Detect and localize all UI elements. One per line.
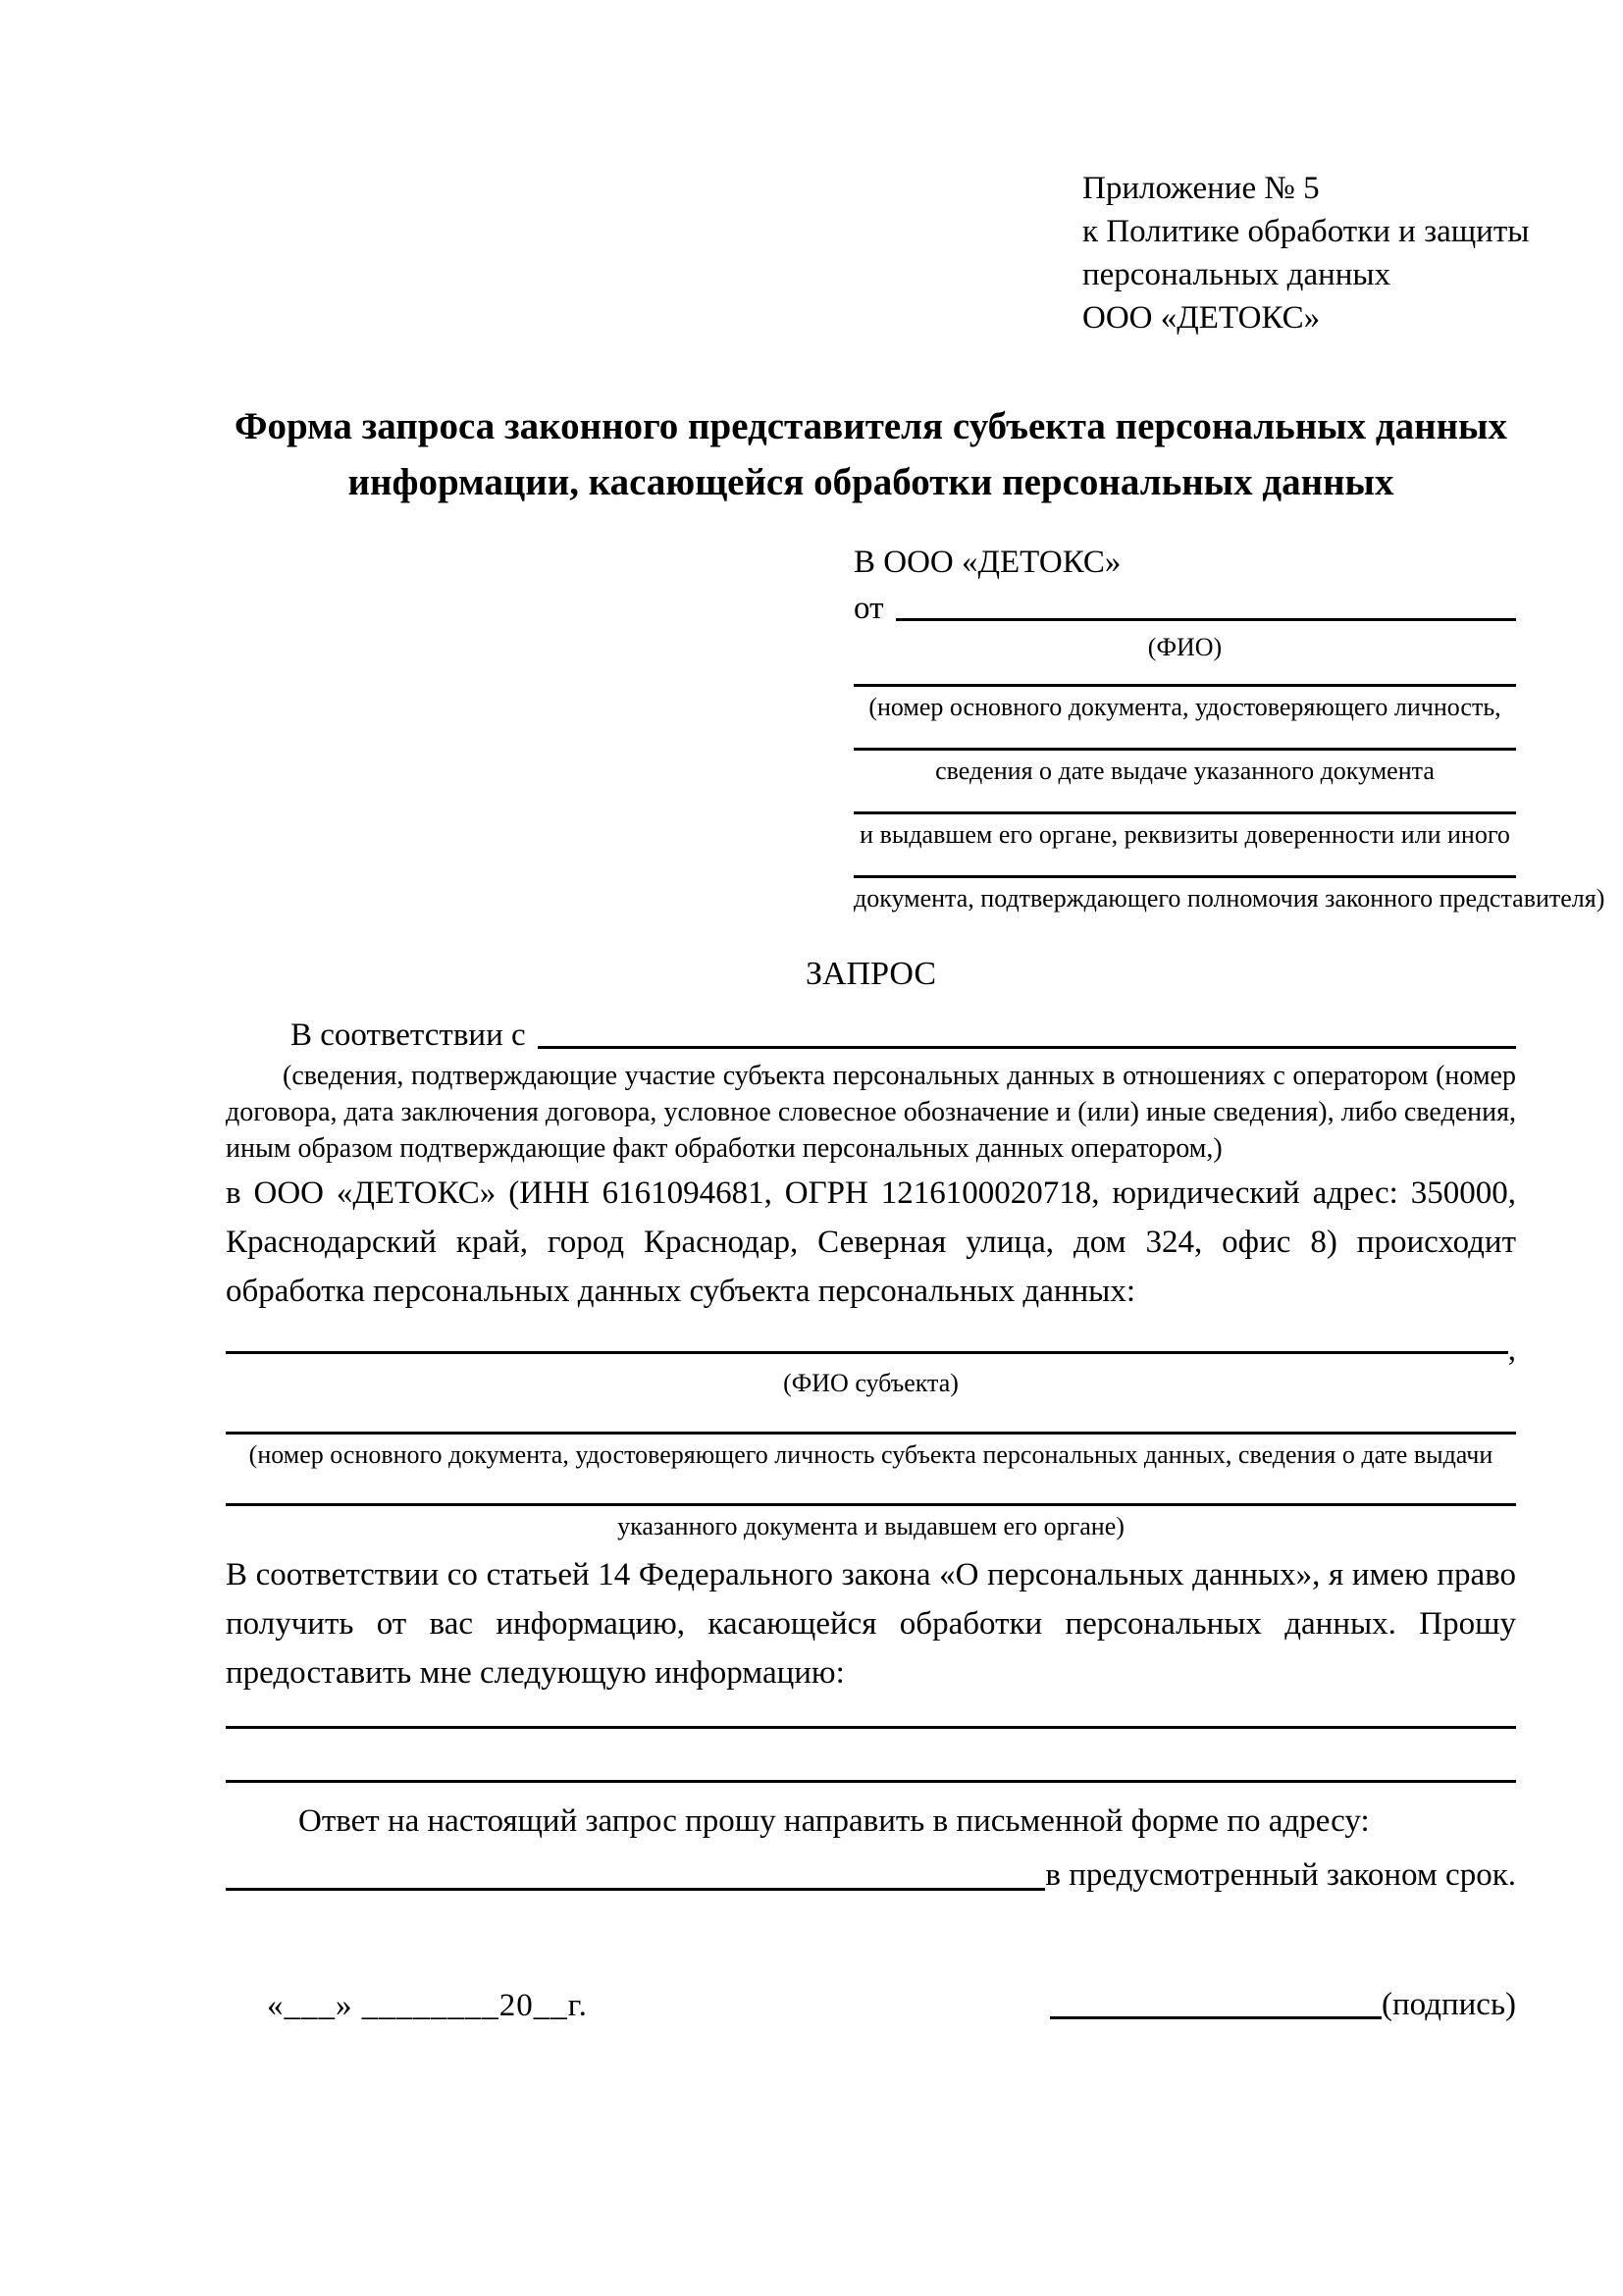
document-title [226,398,1516,510]
subject-fio-blank-line [226,1351,1508,1354]
law-paragraph: В соответствии со статьей 14 Федерального закона «О персональных данных», я имею право получить от вас информацию, касающейся обработки персональных данных. Прошу предоставить мне следующую информацию: [226,1557,1516,1691]
appendix-line-4: ООО «ДЕТОКС» [1082,300,1321,336]
appendix-line-2: к Политике обработки и защиты [1082,214,1530,249]
footer-row [226,1985,1516,2024]
representative-doc-blank-line-2 [854,721,1516,751]
information-blank-line-1 [226,1697,1516,1729]
accordance-row [226,1007,1516,1054]
addressee-block [854,540,1605,913]
reply-address-blank-line [226,1888,1045,1891]
subject-doc-blank-line-1 [226,1397,1516,1435]
accordance-blank-line [538,1046,1516,1049]
trailing-comma: , [1507,1332,1516,1368]
accordance-label: В соответствии с [290,1018,526,1053]
signature-caption: (подпись) [1382,1987,1516,2022]
addressee-to: В ООО «ДЕТОКС» [854,545,1122,580]
reply-paragraph: Ответ на настоящий запрос прошу направить в письменной форме по адресу: [298,1803,1370,1839]
subject-fio-caption: (ФИО субъекта) [783,1369,959,1397]
signature-block [1050,1985,1516,2024]
subject-doc-caption-2: указанного документа и выдавшем его органе) [617,1512,1125,1540]
signature-blank-line [1050,2016,1382,2019]
representative-doc-caption-2: сведения о дате выдаче указанного документа [935,757,1435,785]
document-title-line-2: информации, касающейся обработки персональных данных [347,461,1394,503]
representative-doc-blank-line-1 [854,661,1516,687]
subject-doc-caption-1: (номер основного документа, удостоверяющего личность субъекта персональных данных, сведения о дате выдачи [248,1440,1493,1469]
subject-fio-row [226,1324,1516,1368]
representative-doc-caption-1: (номер основного документа, удостоверяющего личность, [868,693,1501,721]
reply-address-row [226,1846,1516,1897]
representative-doc-caption-4: документа, подтверждающего полномочия законного представителя) [854,884,1605,913]
representative-doc-blank-line-4 [854,849,1516,878]
appendix-header [1082,167,1530,339]
reply-tail: в предусмотренный законом срок. [1045,1857,1516,1893]
fio-caption: (ФИО) [1147,633,1223,661]
operator-paragraph: в ООО «ДЕТОКС» (ИНН 6161094681, ОГРН 1216100020718, юридический адрес: 350000, Краснодарский край, город Краснодар, Северная улица, дом 324, офис 8) происходит обработка персональных данных субъекта персональных данных: [226,1175,1516,1309]
representative-doc-blank-line-3 [854,785,1516,814]
representative-doc-caption-3: и выдавшем его органе, реквизиты доверенности или иного [860,820,1510,849]
date-line: «___» ________20__г. [267,1988,588,2023]
subject-doc-blank-line-2 [226,1469,1516,1506]
information-blank-line-2 [226,1729,1516,1783]
accordance-note: (сведения, подтверждающие участие субъекта персональных данных в отношениях с оператором (номер договора, дата заключения договора, условное словесное обозначение и (или) иные сведения), либо сведения, иным образом подтверждающие факт обработки персональных данных оператором,) [226,1061,1516,1164]
request-heading: ЗАПРОС [805,956,937,992]
appendix-line-3: персональных данных [1082,257,1391,292]
appendix-line-1: Приложение № 5 [1082,171,1320,206]
document-title-line-1: Форма запроса законного представителя субъекта персональных данных [234,405,1508,447]
from-label: от [854,591,884,626]
from-row [854,585,1516,626]
from-blank-line [896,618,1517,621]
